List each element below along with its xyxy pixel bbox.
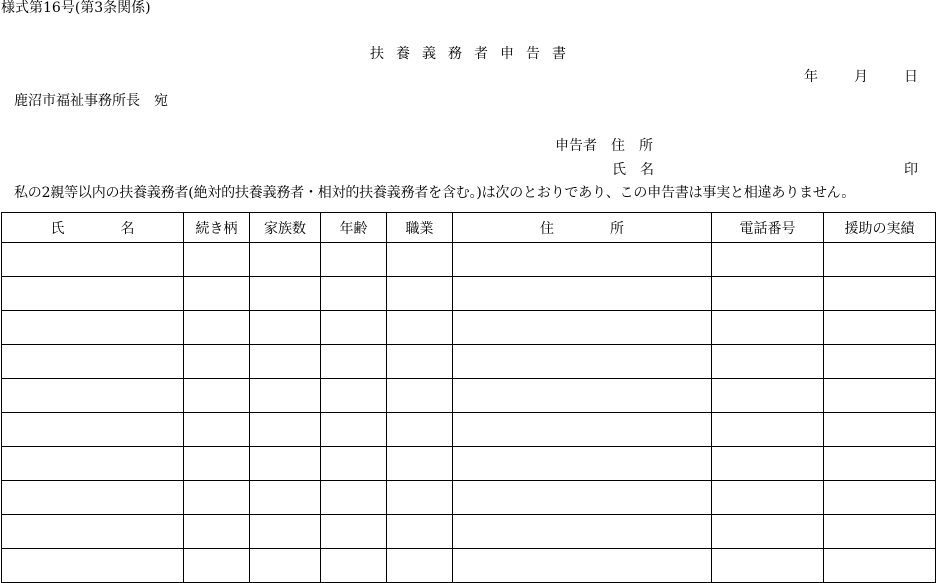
table-cell[interactable] xyxy=(453,515,712,549)
table-cell[interactable] xyxy=(184,447,250,481)
table-cell[interactable] xyxy=(824,379,936,413)
table-row xyxy=(2,413,936,447)
table-cell[interactable] xyxy=(824,311,936,345)
table-cell[interactable] xyxy=(387,243,453,277)
table-cell[interactable] xyxy=(250,549,321,583)
table-row xyxy=(2,243,936,277)
table-cell[interactable] xyxy=(387,549,453,583)
table-row xyxy=(2,447,936,481)
table-cell[interactable] xyxy=(712,515,824,549)
table-cell[interactable] xyxy=(2,379,184,413)
table-cell[interactable] xyxy=(250,515,321,549)
table-cell[interactable] xyxy=(2,277,184,311)
table-cell[interactable] xyxy=(184,379,250,413)
table-cell[interactable] xyxy=(824,243,936,277)
table-cell[interactable] xyxy=(250,243,321,277)
table-cell[interactable] xyxy=(250,379,321,413)
table-cell[interactable] xyxy=(2,243,184,277)
table-row xyxy=(2,345,936,379)
table-cell[interactable] xyxy=(2,549,184,583)
table-row xyxy=(2,311,936,345)
table-cell[interactable] xyxy=(453,481,712,515)
table-cell[interactable] xyxy=(712,379,824,413)
table-cell[interactable] xyxy=(250,311,321,345)
table-cell[interactable] xyxy=(824,277,936,311)
obligors-table-body xyxy=(2,243,936,583)
table-cell[interactable] xyxy=(184,549,250,583)
seal-mark: 印 xyxy=(904,162,918,178)
table-cell[interactable] xyxy=(453,413,712,447)
table-cell[interactable] xyxy=(321,311,387,345)
table-cell[interactable] xyxy=(321,481,387,515)
addressee: 鹿沼市福祉事務所長 宛 xyxy=(14,93,168,109)
table-cell[interactable] xyxy=(184,481,250,515)
header-relationship: 続き柄 xyxy=(184,213,250,243)
table-cell[interactable] xyxy=(387,515,453,549)
table-cell[interactable] xyxy=(712,481,824,515)
table-cell[interactable] xyxy=(184,243,250,277)
table-cell[interactable] xyxy=(387,379,453,413)
table-cell[interactable] xyxy=(387,277,453,311)
table-cell[interactable] xyxy=(184,515,250,549)
table-cell[interactable] xyxy=(2,515,184,549)
table-cell[interactable] xyxy=(387,447,453,481)
table-cell[interactable] xyxy=(321,515,387,549)
table-cell[interactable] xyxy=(250,413,321,447)
table-row xyxy=(2,549,936,583)
table-cell[interactable] xyxy=(712,549,824,583)
table-cell[interactable] xyxy=(321,447,387,481)
table-cell[interactable] xyxy=(184,345,250,379)
table-cell[interactable] xyxy=(824,345,936,379)
table-cell[interactable] xyxy=(321,277,387,311)
table-cell[interactable] xyxy=(453,345,712,379)
table-cell[interactable] xyxy=(453,277,712,311)
table-row xyxy=(2,277,936,311)
table-cell[interactable] xyxy=(2,345,184,379)
table-cell[interactable] xyxy=(2,413,184,447)
table-cell[interactable] xyxy=(387,345,453,379)
table-cell[interactable] xyxy=(184,277,250,311)
table-cell[interactable] xyxy=(453,379,712,413)
table-cell[interactable] xyxy=(321,379,387,413)
document-title: 扶養義務者申告書 xyxy=(370,46,578,62)
table-header-row xyxy=(2,213,936,243)
table-cell[interactable] xyxy=(184,311,250,345)
table-cell[interactable] xyxy=(250,277,321,311)
table-cell[interactable] xyxy=(453,243,712,277)
table-cell[interactable] xyxy=(453,311,712,345)
table-cell[interactable] xyxy=(321,345,387,379)
table-cell[interactable] xyxy=(453,549,712,583)
table-row xyxy=(2,481,936,515)
header-phone: 電話番号 xyxy=(712,213,824,243)
date-line xyxy=(804,68,918,86)
table-cell[interactable] xyxy=(387,413,453,447)
table-cell[interactable] xyxy=(2,447,184,481)
applicant-name-label: 氏 名 xyxy=(612,162,654,178)
table-cell[interactable] xyxy=(321,549,387,583)
table-cell[interactable] xyxy=(712,311,824,345)
header-age: 年齢 xyxy=(321,213,387,243)
declaration-text: 私の2親等以内の扶養義務者(絶対的扶養義務者・相対的扶養義務者を含む。)は次のとおりであり、この申告書は事実と相違ありません。 xyxy=(14,185,856,201)
table-cell[interactable] xyxy=(387,481,453,515)
table-cell[interactable] xyxy=(712,447,824,481)
header-address: 住 所 xyxy=(453,213,712,243)
form-number: 様式第16号(第3条関係) xyxy=(1,0,151,16)
table-cell[interactable] xyxy=(2,311,184,345)
table-cell[interactable] xyxy=(712,345,824,379)
applicant-address-label: 申告者 住 所 xyxy=(555,138,653,154)
date-day-label: 日 xyxy=(904,69,918,85)
table-row xyxy=(2,379,936,413)
table-cell[interactable] xyxy=(453,447,712,481)
header-family-size: 家族数 xyxy=(250,213,321,243)
table-cell[interactable] xyxy=(184,413,250,447)
date-month-label: 月 xyxy=(854,69,868,85)
obligors-table xyxy=(1,212,936,583)
table-cell[interactable] xyxy=(824,549,936,583)
table-cell[interactable] xyxy=(712,277,824,311)
table-cell[interactable] xyxy=(321,413,387,447)
header-support-record: 援助の実績 xyxy=(824,213,936,243)
table-cell[interactable] xyxy=(824,413,936,447)
table-cell[interactable] xyxy=(250,345,321,379)
date-year-label: 年 xyxy=(804,69,818,85)
table-cell[interactable] xyxy=(712,243,824,277)
table-cell[interactable] xyxy=(321,243,387,277)
table-row xyxy=(2,515,936,549)
table-cell[interactable] xyxy=(387,311,453,345)
table-cell[interactable] xyxy=(824,447,936,481)
table-cell[interactable] xyxy=(250,481,321,515)
table-cell[interactable] xyxy=(824,515,936,549)
table-cell[interactable] xyxy=(712,413,824,447)
table-cell[interactable] xyxy=(824,481,936,515)
table-cell[interactable] xyxy=(250,447,321,481)
header-name: 氏 名 xyxy=(2,213,184,243)
header-occupation: 職業 xyxy=(387,213,453,243)
table-cell[interactable] xyxy=(2,481,184,515)
